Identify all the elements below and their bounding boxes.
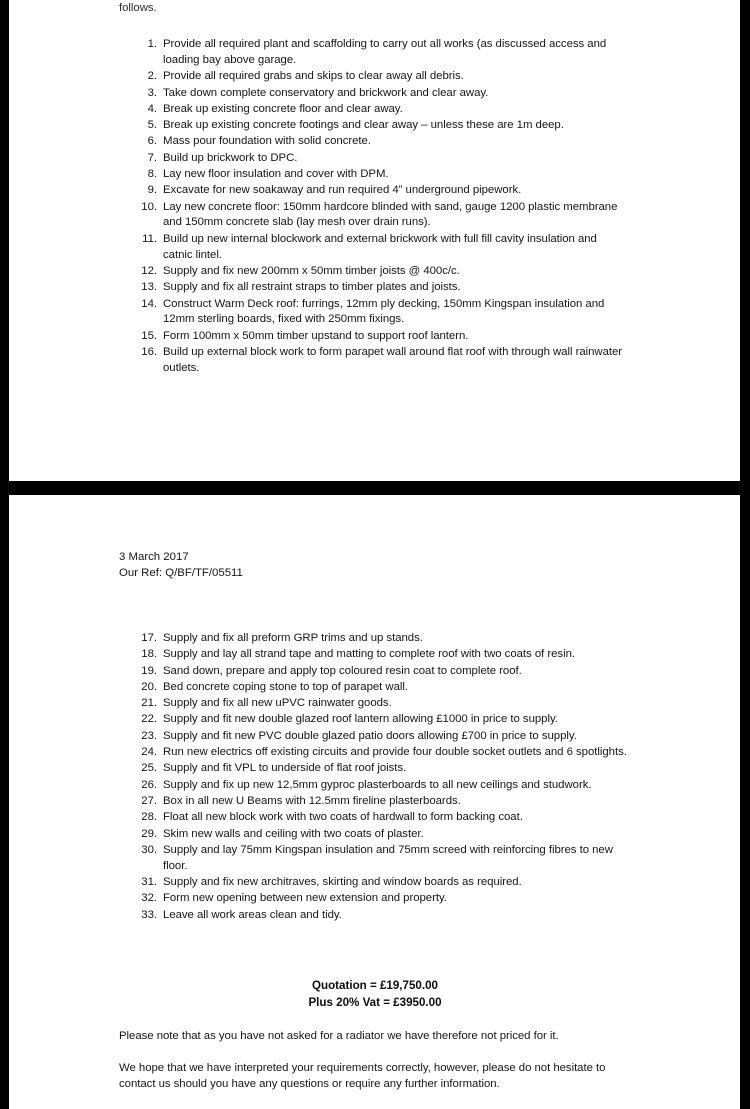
list-item-text: Form 100mm x 50mm timber upstand to support roof lantern. (163, 329, 469, 342)
list-item-text: Supply and fix up new 12,5mm gyproc plasterboards to all new ceilings and studwork. (163, 778, 592, 791)
list-item (0, 151, 750, 167)
list-item-number: 22. (141, 713, 157, 726)
list-item-text: Provide all required plant and scaffolding to carry out all works (as discussed access and loading bay above garage. (163, 38, 607, 66)
list-item-number: 11. (142, 232, 157, 245)
list-item-number: 1. (147, 38, 157, 50)
list-item-number: 12. (141, 264, 157, 277)
list-item (0, 86, 750, 102)
list-item-text: Bed concrete coping stone to top of parapet wall. (163, 680, 408, 693)
list-item-text: Supply and fix new 200mm x 50mm timber joists @ 400c/c. (163, 264, 460, 277)
list-item (0, 200, 750, 232)
list-item-text: Build up external block work to form parapet wall around flat roof with through wall rainwater outlets. (163, 346, 623, 374)
list-item-number: 3. (147, 86, 157, 99)
vat-total-line: Plus 20% Vat = £3950.00 (308, 995, 442, 1009)
list-item-text: Mass pour foundation with solid concrete. (163, 135, 371, 148)
list-item (0, 232, 750, 264)
list-item-number: 26. (141, 778, 157, 791)
list-item (0, 102, 750, 118)
intro-paragraph-fragment (119, 0, 631, 15)
letter-reference: Our Ref: Q/BF/TF/05511 (119, 567, 243, 580)
list-item-text: Lay new concrete floor: 150mm hardcore blinded with sand, gauge 1200 plastic membrane and 150mm concrete slab (lay mesh over drain runs). (163, 200, 618, 229)
list-item-text: Form new opening between new extension and property. (163, 892, 447, 905)
list-item-text: Break up existing concrete footings and clear away – unless these are 1m deep. (163, 119, 564, 132)
list-item-number: 33. (141, 908, 157, 921)
list-item-number: 19. (141, 664, 157, 677)
list-item-text: Run new electrics off existing circuits and provide four double socket outlets and 6 spotlights. (163, 746, 627, 759)
list-item-number: 30. (141, 843, 157, 856)
list-item-number: 2. (147, 70, 157, 83)
list-item-number: 15. (141, 329, 157, 342)
list-item-text: Leave all work areas clean and tidy. (163, 908, 342, 921)
list-item-text: Skim new walls and ceiling with two coats of plaster. (163, 827, 424, 840)
list-item (0, 118, 750, 134)
list-item-text: Construct Warm Deck roof: furrings, 12mm ply decking, 150mm Kingspan insulation and 12mm sterling boards, fixed with 250mm fixings. (163, 297, 605, 326)
list-item-number: 28. (141, 811, 157, 824)
list-item-text: Excavate for new soakaway and run required 4” underground pipework. (163, 184, 522, 197)
list-item (0, 280, 750, 296)
list-item (0, 297, 750, 329)
list-item-text: Box in all new U Beams with 12.5mm fireline plasterboards. (163, 794, 461, 807)
list-item-number: 14. (141, 297, 157, 310)
list-item-number: 8. (147, 167, 157, 180)
work-items-list-page-1 (0, 37, 750, 377)
list-item (0, 264, 750, 280)
letter-date: 3 March 2017 (119, 551, 189, 563)
list-item-number: 21. (141, 697, 157, 710)
list-item-number: 10. (141, 200, 157, 213)
list-item-text: Sand down, prepare and apply top coloured resin coat to complete roof. (163, 664, 522, 677)
list-item-text: Supply and lay 75mm Kingspan insulation and 75mm screed with reinforcing fibres to new floor. (163, 843, 613, 872)
list-item-number: 20. (141, 680, 157, 693)
list-item-number: 32. (141, 892, 157, 905)
list-item-number: 24. (141, 746, 157, 759)
list-item-text: Supply and fit new PVC double glazed patio doors allowing £700 in price to supply. (163, 729, 577, 742)
radiator-note-text: Please note that as you have not asked for a radiator we have therefore not priced for it. (119, 1030, 559, 1042)
list-item-text: Supply and fix new architraves, skirting and window boards as required. (163, 876, 522, 889)
list-item-text: Supply and fit new double glazed roof lantern allowing £1000 in price to supply. (163, 713, 558, 726)
list-item-text: Break up existing concrete floor and clear away. (163, 102, 403, 115)
document-page-2 (0, 495, 750, 1109)
list-item-number: 7. (147, 151, 157, 164)
list-item-text: Supply and fit VPL to underside of flat roof joists. (163, 762, 407, 775)
list-item (0, 37, 750, 69)
list-item-number: 25. (141, 762, 157, 775)
document-page-1 (0, 0, 750, 481)
list-item-number: 6. (147, 135, 157, 148)
list-item-number: 16. (141, 346, 157, 359)
list-item (0, 329, 750, 345)
list-item (0, 345, 750, 377)
list-item-text: Supply and lay all strand tape and matting to complete roof with two coats of resin. (163, 648, 575, 661)
list-item-text: Lay new floor insulation and cover with DPM. (163, 167, 389, 180)
list-item-number: 29. (141, 827, 157, 840)
list-item-text: Supply and fix all new uPVC rainwater goods. (163, 697, 392, 710)
scan-border-right (740, 495, 750, 1109)
list-item (0, 134, 750, 150)
list-item-text: Supply and fix all restraint straps to timber plates and joists. (163, 281, 461, 294)
quotation-total-line: Quotation = £19,750.00 (312, 979, 438, 992)
list-item (0, 183, 750, 199)
list-item-number: 31. (141, 876, 157, 889)
sign-off-text: We hope that we have interpreted your requirements correctly, however, please do not hesitate to contact us should you have any questions or require any further information. (119, 1062, 606, 1090)
list-item-text: Build up new internal blockwork and external brickwork with full fill cavity insulation and catnic lintel. (163, 232, 597, 261)
list-item-number: 18. (141, 648, 157, 661)
list-item (0, 167, 750, 183)
list-item-number: 4. (147, 102, 157, 115)
list-item-text: Supply and fix all preform GRP trims and up stands. (163, 632, 423, 644)
page-separator-bar (0, 481, 750, 495)
scan-border-left (0, 495, 9, 1109)
list-item-number: 23. (141, 729, 157, 742)
list-item-number: 13. (141, 281, 157, 294)
list-item-text: Float all new block work with two coats of hardwall to form backing coat. (163, 811, 523, 824)
list-item-text: Build up brickwork to DPC. (163, 151, 298, 164)
list-item (0, 69, 750, 85)
list-item-number: 17. (141, 632, 157, 644)
list-item-number: 5. (147, 119, 157, 132)
clipped-text-row (119, 0, 631, 1)
list-item-number: 27. (141, 794, 157, 807)
list-item-text: Take down complete conservatory and brickwork and clear away. (163, 86, 489, 99)
intro-fragment-text: follows. (119, 2, 157, 14)
list-item-number: 9. (147, 184, 157, 197)
list-item-text: Provide all required grabs and skips to clear away all debris. (163, 70, 464, 83)
page-1-body (0, 0, 750, 481)
